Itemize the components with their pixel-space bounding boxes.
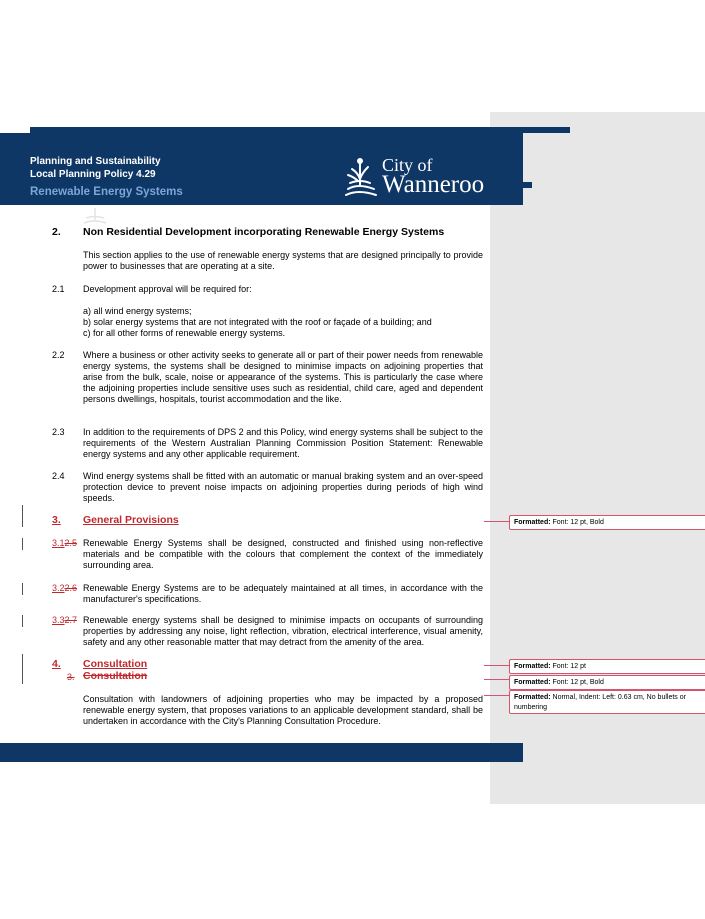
section-heading: Consultation (83, 658, 148, 670)
deleted-number: 2.5 (64, 538, 78, 548)
inserted-number: 3.1 (52, 538, 65, 548)
paragraph: Development approval will be required for: (83, 284, 252, 294)
formatting-balloon[interactable] (509, 659, 705, 674)
clause-number: 2.4 (52, 471, 65, 481)
balloon-connector (484, 521, 509, 522)
header-step (523, 182, 532, 188)
deleted-number: 2.7 (64, 615, 78, 625)
list-item: a) all wind energy systems; (83, 306, 192, 316)
header-step (517, 196, 523, 205)
inserted-number: 3.2 (52, 583, 65, 593)
formatting-balloon[interactable] (509, 690, 705, 714)
deleted-section-heading: Consultation (83, 670, 148, 682)
deleted-number: 2.6 (64, 583, 78, 593)
logo-city-text: City of (382, 155, 433, 175)
clause-number-tracked (52, 538, 84, 549)
paragraph: Renewable energy systems shall be designed to minimise impacts on occupants of surrounding properties by addressing any noise, light reflection, vibration, electrical interference, visual amenity, safety and any other reasonable matter that may detract from the amenity of the area. (83, 615, 483, 647)
clause-number: 2.2 (52, 350, 65, 360)
paragraph: Consultation with landowners of adjoining properties who may be impacted by a proposed renewable energy system, that proposes variations to an applicable development standard, shall be undertaken in accordance with the City's Planning Consultation Procedure. (83, 694, 483, 726)
clause-number-tracked (52, 615, 84, 626)
list-item: c) for all other forms of renewable energy systems. (83, 328, 286, 338)
paragraph: This section applies to the use of renewable energy systems that are designed principally to provide power to businesses that are operating at a site. (83, 250, 483, 271)
balloon-label: Formatted: (514, 694, 551, 701)
balloon-text: Normal, Indent: Left: 0.63 cm, No bullets or numbering (514, 694, 686, 711)
paragraph: In addition to the requirements of DPS 2 and this Policy, wind energy systems shall be subject to the requirements of the Western Australian Planning Commission Position Statement: Renewable energy systems and any other applicable requirement. (83, 427, 483, 459)
list-item: b) solar energy systems that are not integrated with the roof or façade of a building; and (83, 317, 432, 327)
change-bar (22, 654, 23, 684)
paragraph: Where a business or other activity seeks to generate all or part of their power needs from renewable energy systems, the systems shall be designed to minimise impacts on adjoining properties that arise from the bulk, scale, noise or appearance of the systems. This is particularly the case where the adjoining properties include sensitive uses such as residential, child care, aged and dependent persons dwellings, hospitals, tourist accommodation and the like. (83, 350, 483, 404)
logo-name-text: Wanneroo (382, 171, 485, 198)
paragraph: Renewable Energy Systems are to be adequately maintained at all times, in accordance with the manufacturer's specifications. (83, 583, 483, 604)
city-logo (340, 153, 500, 201)
balloon-connector (484, 665, 509, 666)
balloon-label: Formatted: (514, 663, 551, 670)
change-bar (22, 615, 23, 627)
balloon-label: Formatted: (514, 679, 551, 686)
clause-number: 2.3 (52, 427, 65, 437)
change-bar (22, 538, 23, 550)
footer-band (0, 743, 523, 762)
balloon-text: Font: 12 pt, Bold (550, 679, 604, 686)
paragraph: Wind energy systems shall be fitted with an automatic or manual braking system and an over-speed protection device to prevent noise impacts on adjoining properties during periods of high wind speeds. (83, 471, 483, 503)
header-policy-number: Local Planning Policy 4.29 (30, 169, 156, 180)
clause-number-tracked (52, 583, 84, 594)
change-bar (22, 583, 23, 595)
header-policy-title: Renewable Energy Systems (30, 186, 183, 198)
section-number: 4. (52, 658, 61, 670)
balloon-text: Font: 12 pt (550, 663, 586, 670)
banksia-icon (340, 155, 380, 201)
clause-number: 2.1 (52, 284, 65, 294)
paragraph: Renewable Energy Systems shall be designed, constructed and finished using non-reflective materials and be compatible with the colours that complement the context of the immediately surrounding area. (83, 538, 483, 570)
section-heading: General Provisions (83, 514, 179, 526)
inserted-number: 3.3 (52, 615, 65, 625)
formatting-balloon[interactable] (509, 515, 705, 530)
header-department: Planning and Sustainability (30, 156, 161, 167)
section-number: 2. (52, 226, 61, 238)
balloon-connector (484, 695, 509, 696)
change-bar (22, 505, 23, 527)
balloon-label: Formatted: (514, 519, 551, 526)
balloon-connector (484, 679, 509, 680)
section-heading: Non Residential Development incorporating Renewable Energy Systems (83, 226, 445, 238)
section-number: 3. (52, 514, 61, 526)
balloon-text: Font: 12 pt, Bold (550, 519, 604, 526)
deleted-section-number: 3. (67, 672, 75, 682)
formatting-balloon[interactable] (509, 675, 705, 690)
